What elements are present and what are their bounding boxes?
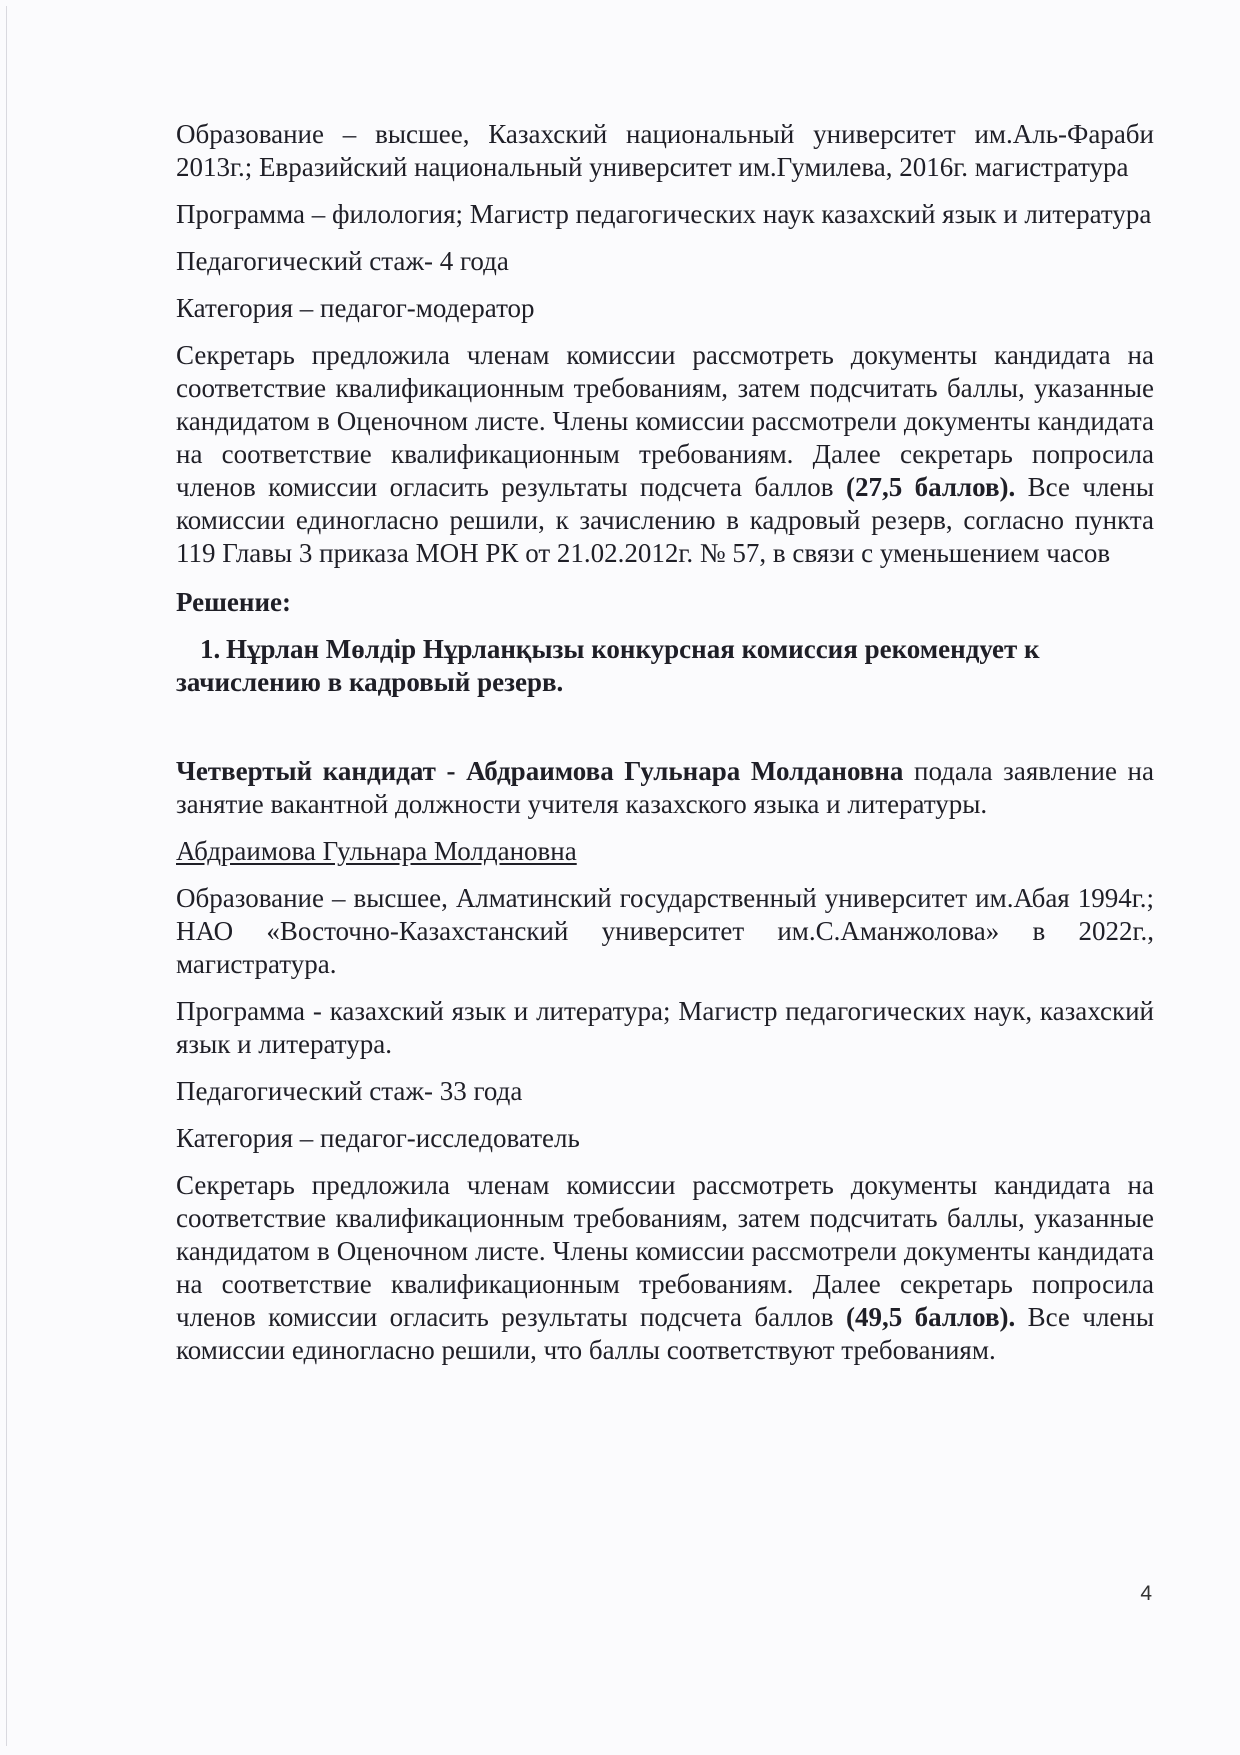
decision-number: 1. <box>200 634 221 664</box>
c4-experience: Педагогический стаж- 33 года <box>176 1076 523 1106</box>
c4-secretary-text-1: Секретарь предложила членам комиссии рассмотреть документы кандидата на соответствие квалификационным требованиям, затем подсчитать баллы, указанные кандидатом в Оценочном листе. Члены комиссии рассмотрели документы кандидата на соответствие квалификационным требованиям. Далее секретарь попросила членов комиссии огласить результаты подсчета баллов <box>176 1170 1154 1332</box>
c4-education: Образование – высшее, Алматинский государственный университет им.Абая 1994г.; НАО «Восточно-Казахстанский университет им.С.Аманжолова» в 2022г., магистратура. <box>176 883 1154 979</box>
c3-education: Образование – высшее, Казахский национальный университет им.Аль-Фараби 2013г.; Евразийский национальный университет им.Гумилева, 2016г. магистратура <box>176 119 1154 182</box>
c3-category: Категория – педагог-модератор <box>176 293 535 323</box>
page-number: 4 <box>1140 1582 1152 1605</box>
c3-secretary-text-1: Секретарь предложила членам комиссии рассмотреть документы кандидата на соответствие квалификационным требованиям, затем подсчитать баллы, указанные кандидатом в Оценочном листе. Члены комиссии рассмотрели документы кандидата на соответствие квалификационным требованиям. Далее секретарь попросила членов комиссии огласить результаты подсчета баллов <box>176 340 1154 502</box>
c4-score: (49,5 баллов). <box>845 1302 1016 1332</box>
c4-secretary-paragraph <box>176 1169 1154 1367</box>
c3-score: (27,5 баллов). <box>845 472 1016 502</box>
c3-program: Программа – филология; Магистр педагогических наук казахский язык и литература <box>176 199 1152 229</box>
c4-name-underlined <box>176 835 1154 868</box>
c3-secretary-paragraph <box>176 339 1154 570</box>
c4-secretary-text-2: Все члены комиссии единогласно решили, что баллы соответствуют требованиям. <box>176 1302 1154 1365</box>
c4-category: Категория – педагог-исследователь <box>176 1123 580 1153</box>
scan-edge <box>6 6 7 1746</box>
c4-intro-name: Абдраимова Гульнара Молдановна <box>466 756 904 786</box>
c4-program: Программа - казахский язык и литература; Магистр педагогических наук, казахский язык и литература. <box>176 996 1154 1059</box>
c4-intro-rest: подала заявление на занятие вакантной должности учителя казахского языка и литературы. <box>176 756 1154 819</box>
spacer <box>176 713 1154 755</box>
c4-intro <box>176 755 1154 821</box>
page-body <box>176 118 1154 1381</box>
decision-text: Нұрлан Мөлдір Нұрланқызы конкурсная комиссия рекомендует к зачислению в кадровый резерв. <box>176 634 1040 697</box>
c3-experience: Педагогический стаж- 4 года <box>176 246 509 276</box>
decision-item <box>176 633 1154 699</box>
decision-heading: Решение: <box>176 587 291 617</box>
c4-name: Абдраимова Гульнара Молдановна <box>176 836 577 866</box>
c3-secretary-text-2: Все члены комиссии единогласно решили, к зачислению в кадровый резерв, согласно пункта 119 Главы 3 приказа МОН РК от 21.02.2012г. № 57, в связи с уменьшением часов <box>176 472 1154 568</box>
c4-intro-label: Четвертый кандидат - <box>176 756 467 786</box>
